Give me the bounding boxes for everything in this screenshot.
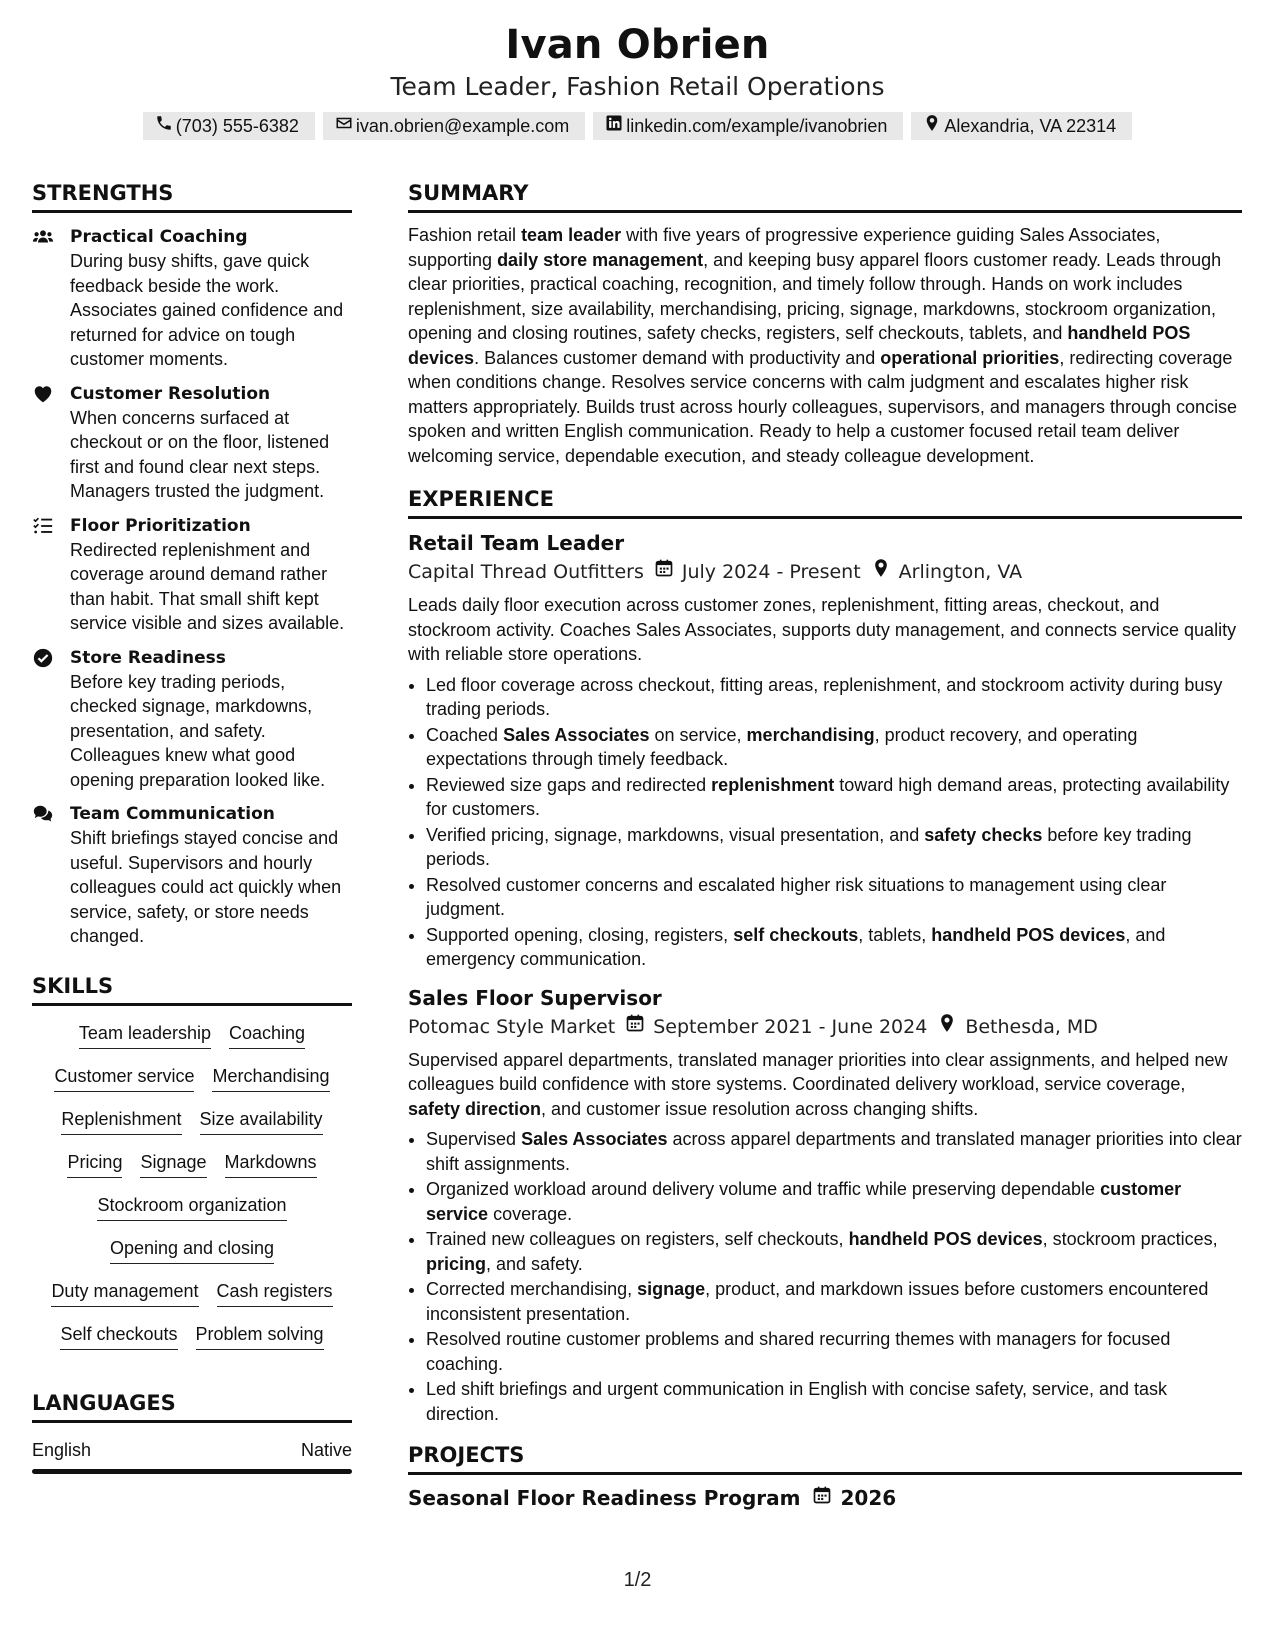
- skill-tag: Replenishment: [61, 1106, 181, 1135]
- text-segment: coverage.: [488, 1203, 573, 1224]
- bold-keyword: handheld POS devices: [848, 1229, 1043, 1249]
- map-pin-icon: [871, 557, 891, 587]
- bold-keyword: customer service: [426, 1179, 1182, 1224]
- contact-linkedin-text: linkedin.com/example/ivanobrien: [626, 116, 888, 136]
- job-company: Potomac Style Market: [408, 1015, 616, 1038]
- projects-heading: PROJECTS: [408, 1440, 1242, 1475]
- bold-keyword: daily store management: [497, 249, 704, 270]
- job-intro: [408, 593, 1242, 667]
- bold-keyword: safety checks: [924, 824, 1043, 845]
- text-segment: , tablets,: [858, 924, 932, 945]
- skill-tag: Duty management: [51, 1278, 198, 1307]
- text-segment: Fashion retail: [408, 225, 522, 245]
- list-check-icon: [32, 515, 56, 539]
- calendar-icon: [812, 1483, 832, 1513]
- bold-keyword: handheld POS devices: [408, 323, 1191, 368]
- bullet-item: [426, 673, 1242, 722]
- text-segment: Led floor coverage across checkout, fitting areas, replenishment, and stockroom activity during busy trading periods.: [426, 674, 1223, 719]
- linkedin-icon: [605, 112, 623, 140]
- summary-text: [408, 223, 1242, 468]
- bullet-item: [426, 723, 1242, 772]
- language-name: English: [32, 1439, 92, 1460]
- strength-item: [32, 514, 352, 636]
- contact-linkedin[interactable]: [593, 112, 903, 140]
- text-segment: , and safety.: [486, 1253, 583, 1274]
- resume-header: [0, 20, 1275, 140]
- contact-location-text: Alexandria, VA 22314: [944, 116, 1117, 136]
- contact-phone-text: (703) 555-6382: [175, 116, 299, 136]
- check-circle-icon: [32, 647, 56, 671]
- contact-email-text: ivan.obrien@example.com: [355, 116, 570, 136]
- skill-tag: Signage: [140, 1149, 206, 1178]
- skill-tag: Coaching: [229, 1020, 305, 1049]
- bold-keyword: Sales Associates: [503, 724, 650, 745]
- bullet-item: [426, 773, 1242, 822]
- text-segment: , and keeping busy apparel floors customer ready. Leads through clear priorities, practical coaching, recognition, and timely follow through. Hands on work includes replenishment, size availability, merchandising, pricing, signage, markdowns, stockroom organization, opening and closing routines, safety checks, registers, self checkouts, tablets, and: [408, 249, 1222, 343]
- text-segment: Organized workload around delivery volume and traffic while preserving dependable: [426, 1179, 1101, 1199]
- calendar-icon: [625, 1012, 645, 1042]
- right-column: [408, 178, 1242, 1513]
- contact-phone[interactable]: [143, 112, 315, 140]
- strength-description: Shift briefings stayed concise and useful. Supervisors and hourly colleagues could act quickly when service, safety, or store needs changed.: [70, 828, 342, 946]
- phone-icon: [155, 112, 173, 140]
- text-segment: , and emergency communication.: [426, 924, 1166, 969]
- text-segment: Supported opening, closing, registers,: [426, 924, 734, 945]
- bold-keyword: handheld POS devices: [931, 924, 1126, 945]
- bold-keyword: replenishment: [711, 774, 835, 795]
- bullet-item: [426, 873, 1242, 922]
- text-segment: Reviewed size gaps and redirected: [426, 774, 712, 795]
- job-location: Arlington, VA: [898, 561, 1023, 583]
- bullet-item: [426, 1377, 1242, 1426]
- project-title: Seasonal Floor Readiness Program: [408, 1486, 801, 1510]
- skill-tag: Customer service: [54, 1063, 194, 1092]
- text-segment: Resolved routine customer problems and shared recurring themes with managers for focused coaching.: [426, 1329, 1171, 1374]
- bullet-item: [426, 823, 1242, 872]
- skill-tag: Markdowns: [225, 1149, 317, 1178]
- contact-bar: [0, 112, 1275, 140]
- text-segment: Corrected merchandising,: [426, 1279, 638, 1299]
- comments-icon: [32, 803, 56, 827]
- skill-tag: Size availability: [200, 1106, 323, 1135]
- skill-tag: Self checkouts: [60, 1321, 177, 1350]
- text-segment: Resolved customer concerns and escalated higher risk situations to management using clear judgment.: [426, 874, 1167, 919]
- strength-title: Customer Resolution: [70, 383, 271, 404]
- job-title: Sales Floor Supervisor: [408, 985, 662, 1010]
- skills-heading: SKILLS: [32, 971, 352, 1006]
- strength-description: When concerns surfaced at checkout or on the floor, listened first and found clear next steps. Managers trusted the judgment.: [70, 407, 330, 501]
- text-segment: toward high demand areas, protecting availability for customers.: [426, 774, 1230, 819]
- text-segment: , stockroom practices,: [1042, 1229, 1218, 1249]
- text-segment: Supervised apparel departments, translated manager priorities into clear assignments, and helped new colleagues build confidence with store systems. Coordinated delivery workload, service coverage,: [408, 1049, 1228, 1094]
- skill-tag: Cash registers: [217, 1278, 333, 1307]
- strength-description: Before key trading periods, checked signage, markdowns, presentation, and safety. Colleagues knew what good opening preparation looked like.: [70, 671, 326, 790]
- heart-icon: [32, 383, 56, 407]
- job-intro: [408, 1048, 1242, 1122]
- skills-list: [32, 1020, 352, 1350]
- job-meta: [408, 557, 1242, 587]
- job-meta: [408, 1012, 1242, 1042]
- contact-email[interactable]: [323, 112, 585, 140]
- strength-title: Practical Coaching: [70, 227, 248, 247]
- text-segment: . Balances customer demand with productivity and: [474, 347, 881, 368]
- skill-tag: Pricing: [67, 1149, 122, 1178]
- job-bullets: [408, 673, 1242, 972]
- candidate-headline: Team Leader, Fashion Retail Operations: [390, 72, 885, 101]
- job-title: Retail Team Leader: [408, 531, 625, 555]
- language-proficiency-bar: [32, 1469, 352, 1474]
- text-segment: Coached: [426, 724, 504, 745]
- experience-heading: EXPERIENCE: [408, 484, 1242, 519]
- bold-keyword: merchandising: [746, 724, 875, 745]
- strength-description: During busy shifts, gave quick feedback beside the work. Associates gained confidence and returned for advice on tough customer moments.: [70, 251, 344, 369]
- candidate-name: Ivan Obrien: [505, 22, 770, 68]
- skill-tag: Merchandising: [212, 1063, 329, 1092]
- strength-item: [32, 802, 352, 949]
- map-pin-icon: [937, 1012, 957, 1042]
- bullet-item: [426, 1177, 1242, 1226]
- bold-keyword: pricing: [426, 1253, 487, 1274]
- skill-tag: Opening and closing: [110, 1235, 274, 1264]
- contact-location: [911, 112, 1132, 140]
- project-item: [408, 1483, 1242, 1513]
- text-segment: on service,: [649, 724, 747, 745]
- language-item: [32, 1437, 352, 1463]
- text-segment: Leads daily floor execution across customer zones, replenishment, fitting areas, checkout, and stockroom activity. Coaches Sales Associates, supports duty management, and connects service quality with reliable store operations.: [408, 595, 1237, 664]
- strengths-heading: STRENGTHS: [32, 178, 352, 213]
- text-segment: Verified pricing, signage, markdowns, visual presentation, and: [426, 824, 925, 845]
- job-company: Capital Thread Outfitters: [408, 561, 644, 583]
- bold-keyword: team leader: [521, 225, 622, 245]
- text-segment: across apparel departments and translated manager priorities into clear shift assignments.: [426, 1129, 1242, 1174]
- text-segment: Supervised: [426, 1129, 522, 1149]
- bold-keyword: operational priorities: [880, 347, 1060, 368]
- summary-heading: SUMMARY: [408, 178, 1242, 213]
- strength-item: [32, 646, 352, 793]
- skill-tag: Team leadership: [79, 1020, 211, 1049]
- project-year: 2026: [840, 1486, 897, 1510]
- strength-title: Floor Prioritization: [70, 515, 251, 536]
- language-level: Native: [300, 1439, 352, 1460]
- job-location: Bethesda, MD: [965, 1015, 1098, 1038]
- strength-description: Redirected replenishment and coverage around demand rather than habit. That small shift kept service visible and sizes available.: [70, 539, 345, 633]
- strength-item: [32, 382, 352, 504]
- bullet-item: [426, 1127, 1242, 1176]
- skill-tag: Problem solving: [196, 1321, 324, 1350]
- job-dates: July 2024 - Present: [681, 561, 861, 583]
- text-segment: , product recovery, and operating expectations through timely feedback.: [426, 724, 1138, 769]
- bullet-item: [426, 1227, 1242, 1276]
- strength-item: [32, 225, 352, 372]
- text-segment: , redirecting coverage when conditions change. Resolves service concerns with calm judgment and escalates higher risk matters appropriately. Builds trust across hourly colleagues, supervisors, and managers through concise spoken and written English communication. Ready to help a customer focused retail team deliver welcoming service, dependable execution, and steady colleague development.: [408, 347, 1238, 466]
- bold-keyword: self checkouts: [733, 924, 859, 945]
- map-pin-icon: [923, 112, 941, 140]
- text-segment: Trained new colleagues on registers, self checkouts,: [426, 1229, 849, 1249]
- page-number: 1/2: [623, 1569, 652, 1591]
- left-column: [32, 178, 352, 1474]
- envelope-icon: [335, 112, 353, 140]
- bold-keyword: Sales Associates: [521, 1129, 668, 1149]
- bullet-item: [426, 923, 1242, 972]
- job-entry: [408, 529, 1242, 972]
- bold-keyword: safety direction: [408, 1098, 542, 1119]
- text-segment: before key trading periods.: [426, 824, 1192, 869]
- languages-heading: LANGUAGES: [32, 1388, 352, 1423]
- bullet-item: [426, 1277, 1242, 1326]
- text-segment: , and customer issue resolution across changing shifts.: [541, 1098, 979, 1119]
- users-icon: [32, 226, 56, 250]
- text-segment: Led shift briefings and urgent communication in English with concise safety, service, and task direction.: [426, 1379, 1168, 1424]
- strength-title: Store Readiness: [70, 647, 226, 668]
- text-segment: with five years of progressive experience guiding Sales Associates, supporting: [408, 225, 1161, 270]
- job-dates: September 2021 - June 2024: [653, 1015, 928, 1038]
- text-segment: , product, and markdown issues before customers encountered inconsistent presentation.: [426, 1279, 1209, 1324]
- job-entry: [408, 984, 1242, 1427]
- strength-title: Team Communication: [70, 804, 275, 824]
- skill-tag: Stockroom organization: [97, 1192, 286, 1221]
- bold-keyword: signage: [637, 1279, 706, 1299]
- job-bullets: [408, 1127, 1242, 1426]
- calendar-icon: [654, 557, 674, 587]
- bullet-item: [426, 1327, 1242, 1376]
